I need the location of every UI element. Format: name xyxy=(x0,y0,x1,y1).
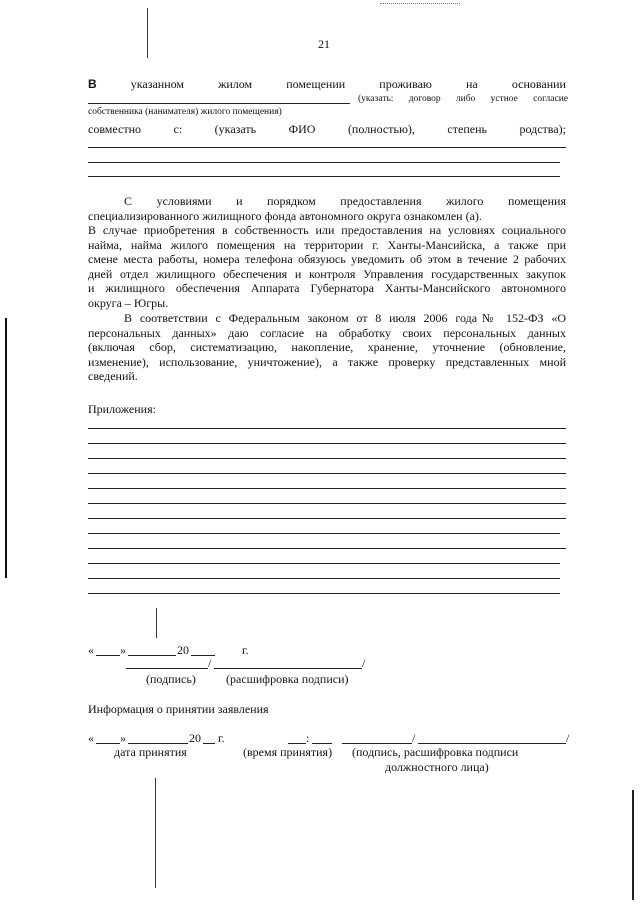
word: ФИО xyxy=(288,122,316,136)
acceptance-date-caption: дата принятия xyxy=(114,745,187,759)
basis-fill-line xyxy=(88,103,350,104)
month-fill-line xyxy=(128,655,176,656)
attachment-line xyxy=(88,593,560,594)
day-fill-line xyxy=(96,743,120,744)
scan-artifact-line xyxy=(632,790,634,900)
scan-artifact-line xyxy=(156,608,157,638)
family-fill-line xyxy=(88,176,560,177)
attachment-line xyxy=(88,473,566,474)
official-decode-fill-line xyxy=(418,743,566,744)
attachment-line xyxy=(88,458,566,459)
attachments-label: Приложения: xyxy=(88,402,156,416)
year-suffix: г. xyxy=(218,731,225,745)
basis-hint-cont: собственника (нанимателя) жилого помещения) xyxy=(88,107,282,117)
paragraph-line: (включая сбор, систематизацию, накопление, хранение, уточнение (обновление, xyxy=(88,340,566,354)
word: (полностью), xyxy=(347,122,415,136)
attachment-line xyxy=(88,503,566,504)
paragraph-line: персональных данных» даю согласие на обработку своих персональных данных xyxy=(88,325,566,340)
year-fill-line xyxy=(203,743,215,744)
paragraph-line: дней отдел жилищного обеспечения и контроля Управления государственных закупок xyxy=(88,266,566,281)
scan-artifact-line xyxy=(155,778,156,888)
family-fill-line xyxy=(88,162,560,163)
year-prefix: 20 xyxy=(177,643,189,657)
paragraph-line: В случае приобретения в собственность или предоставления на условиях социального xyxy=(88,223,566,237)
decode-fill-line xyxy=(214,668,362,669)
paragraph-line: сведений. xyxy=(88,369,138,383)
acceptance-time-caption: (время принятия) xyxy=(243,745,333,759)
acceptance-slash: / xyxy=(566,731,570,745)
decode-caption: (расшифровка подписи) xyxy=(226,672,349,686)
word: совместно xyxy=(88,122,141,136)
acceptance-official-caption: должностного лица) xyxy=(385,760,489,774)
date-close-quote: » xyxy=(120,731,126,745)
acceptance-title: Информация о принятии заявления xyxy=(88,702,269,716)
paragraph-line: изменение), использование, уничтожение), а также проверку представленных мной xyxy=(88,354,566,369)
signature-slash: / xyxy=(362,656,366,670)
paragraph-line: специализированного жилищного фонда автономного округа ознакомлен (а). xyxy=(88,208,482,223)
attachment-line xyxy=(88,533,560,534)
paragraph-line: округа – Югры. xyxy=(88,295,169,310)
word: проживаю xyxy=(379,77,432,91)
word: с: xyxy=(173,122,183,136)
word: помещении xyxy=(286,77,346,91)
hour-fill-line xyxy=(288,743,306,744)
year-fill-line xyxy=(191,655,215,656)
attachment-line xyxy=(88,443,566,444)
minute-fill-line xyxy=(312,743,332,744)
date-close-quote: » xyxy=(120,643,126,657)
paragraph-line: С условиями и порядком предоставления жилого помещения xyxy=(124,194,566,208)
word: указанном xyxy=(130,77,184,91)
word: на xyxy=(465,77,478,91)
signature-fill-line xyxy=(126,668,208,669)
paragraph-line: В соответствии с Федеральным законом от 8 июля 2006 года№ 152-ФЗ «О xyxy=(124,311,566,325)
word: жилом xyxy=(218,77,253,91)
attachment-line xyxy=(88,563,560,564)
paragraph-line: и жилищного обеспечения Аппарата Губернатора Ханты-Мансийского автономного xyxy=(88,281,566,295)
word: В xyxy=(88,77,97,91)
attachment-line xyxy=(88,548,566,549)
word: родства); xyxy=(519,122,566,136)
acceptance-slash: / xyxy=(412,731,416,745)
time-colon: : xyxy=(306,731,310,745)
page-number: 21 xyxy=(318,37,330,51)
attachment-line xyxy=(88,428,566,429)
month-fill-line xyxy=(128,743,188,744)
day-fill-line xyxy=(96,655,120,656)
personal-data-paragraph xyxy=(88,311,566,384)
notification-paragraph xyxy=(88,223,566,310)
attachment-line xyxy=(88,488,566,489)
word: основании xyxy=(511,77,566,91)
paragraph-line: смене места работы, номера телефона обязуюсь уведомить об этом в течение 2 рабочих xyxy=(88,252,566,266)
acquainted-paragraph xyxy=(88,194,566,223)
date-open-quote: « xyxy=(88,643,94,657)
basis-hint: (указать: договор либо устное согласие xyxy=(358,94,568,104)
word: (указать xyxy=(214,122,257,136)
paragraph-line: найма, найма жилого помещения на территории г. Ханты-Мансийска, а также при xyxy=(88,237,566,252)
scan-artifact-line xyxy=(5,318,7,578)
official-sign-fill-line xyxy=(342,743,412,744)
word: степень xyxy=(447,122,487,136)
scan-artifact-line xyxy=(147,8,148,58)
year-prefix: 20 xyxy=(189,731,201,745)
jointly-sentence xyxy=(88,122,566,136)
attachment-line xyxy=(88,578,560,579)
attachment-line xyxy=(88,518,566,519)
signature-caption: (подпись) xyxy=(146,672,196,686)
date-open-quote: « xyxy=(88,731,94,745)
residence-sentence xyxy=(88,77,566,91)
signature-slash: / xyxy=(208,656,212,670)
year-suffix: г. xyxy=(242,643,249,657)
scan-artifact-line xyxy=(380,3,460,4)
acceptance-sign-caption: (подпись, расшифровка подписи xyxy=(352,745,519,759)
family-fill-line xyxy=(88,147,566,148)
